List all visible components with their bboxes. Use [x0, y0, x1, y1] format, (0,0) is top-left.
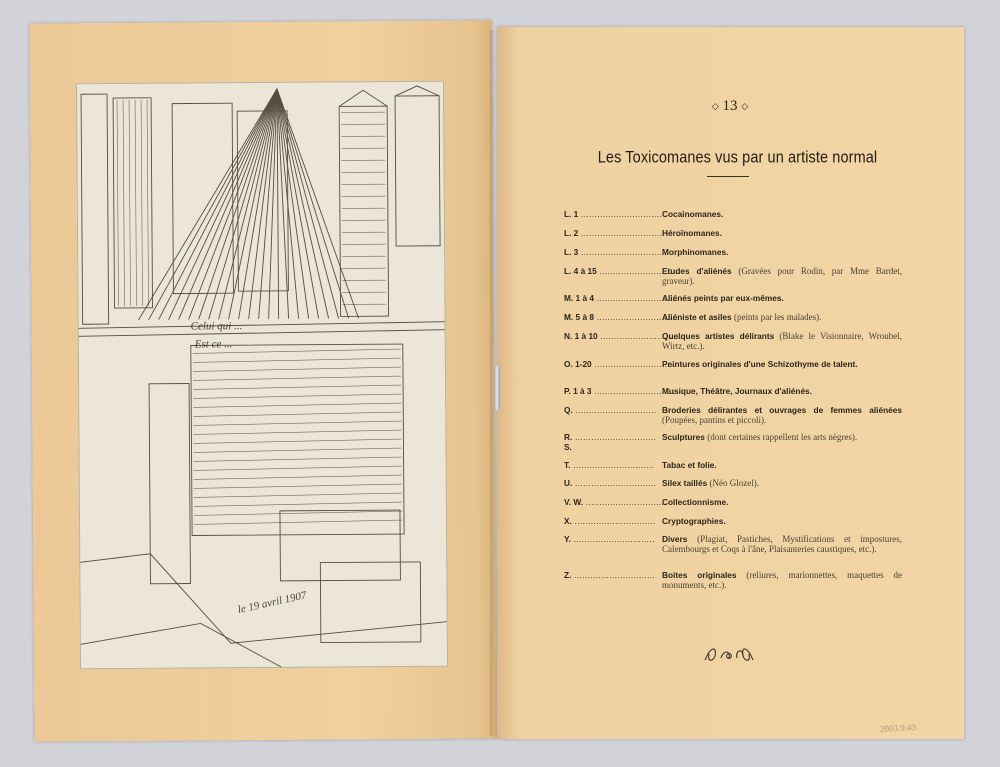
page-number	[700, 98, 760, 115]
entry-code	[564, 359, 676, 369]
entry-code-text: L. 2	[564, 228, 579, 238]
leader-dots: ..............................	[583, 497, 667, 507]
entry-code	[564, 228, 663, 238]
entry-code-text: Z.	[564, 570, 572, 580]
entry-label: Silex taillés	[662, 478, 708, 488]
right-page	[497, 27, 964, 739]
entry-code-text: L. 1	[564, 209, 579, 219]
entry-code	[564, 478, 658, 488]
leader-dots: ..............................	[591, 359, 676, 369]
inventory-mark: 2003.9.43	[879, 722, 917, 734]
entry-description	[662, 534, 902, 554]
illustration-plate	[76, 81, 448, 670]
entry-code-text: M. 1 à 4	[564, 293, 594, 303]
plate-handwriting-1: Celui qui ...	[190, 320, 243, 333]
entry-code-text: Q.	[564, 405, 573, 415]
entry-description	[662, 460, 902, 470]
entry-code-secondary: S.	[564, 442, 572, 452]
leader-dots: ..............................	[593, 312, 678, 322]
entry-code-text: T.	[564, 460, 571, 470]
leader-dots: ..............................	[578, 209, 663, 219]
leader-dots: ..............................	[572, 432, 657, 442]
leader-dots: ..............................	[571, 570, 656, 580]
entry-description	[662, 247, 902, 257]
entry-code-text: M. 5 à 8	[564, 312, 594, 322]
entry-code	[564, 293, 678, 303]
leader-dots: ..............................	[570, 534, 655, 544]
plate-handwriting-3: le 19 avril 1907	[236, 589, 308, 617]
entry-code-text: Y.	[564, 534, 571, 544]
entry-code	[564, 497, 667, 507]
entry-code-text: O. 1-20	[564, 359, 592, 369]
entry-code-text: P. 1 à 3	[564, 386, 592, 396]
plate-handwriting-2: Est ce ...	[194, 338, 233, 351]
entry-code	[564, 516, 658, 526]
entry-code	[564, 405, 658, 415]
leader-dots: ..............................	[572, 405, 657, 415]
entry-code-text: V. W.	[564, 497, 584, 507]
entry-code-text: L. 4 à 15	[564, 266, 597, 276]
entry-note: (Poupées, pantins et piccoli).	[662, 415, 767, 425]
entry-description	[662, 570, 902, 590]
entry-note: (peints par les malades).	[733, 312, 822, 322]
entry-label: Héroïnomanes.	[662, 228, 722, 238]
entry-code	[564, 247, 663, 257]
leader-dots: ..............................	[597, 331, 682, 341]
entry-label: Sculptures	[662, 432, 705, 442]
leader-dots: ..............................	[578, 228, 663, 238]
entry-description	[662, 266, 902, 286]
entry-label: Aliénés peints par eux-mêmes.	[662, 293, 784, 303]
entry-label: Broderies délirantes et ouvrages de femmes aliénées	[662, 405, 902, 415]
leader-dots: ..............................	[578, 247, 663, 257]
ornament-left-icon: ◇	[711, 101, 719, 112]
leader-dots: ..............................	[593, 293, 678, 303]
entry-label: Tabac et folie.	[662, 460, 717, 470]
entry-description	[662, 516, 902, 526]
entry-note: (Gravées pour Rodin, par Mme Bardet, graveur).	[662, 266, 902, 286]
entry-note: (Blake le Visionnaire, Wroubel, Wirtz, etc.).	[662, 331, 902, 351]
entry-code-text: R.	[564, 432, 573, 442]
ornament-right-icon: ◇	[741, 101, 749, 112]
entry-code	[564, 312, 678, 322]
entry-label: Musique, Théâtre, Journaux d'aliénés.	[662, 386, 812, 396]
entry-label: Boites originales	[662, 570, 737, 580]
entry-code	[564, 432, 658, 442]
entry-description	[662, 478, 902, 488]
entry-label: Peintures originales d'une Schizothyme de talent.	[662, 359, 858, 369]
entry-description	[662, 331, 902, 351]
entry-note: (Plagiat, Pastiches, Mystifications et impostures, Calembourgs et Coqs à l'âne, Plaisanteries caustiques, etc.).	[662, 534, 902, 554]
entry-code	[564, 460, 658, 470]
entry-code	[564, 386, 676, 396]
entry-label: Divers	[662, 534, 688, 544]
entry-description	[662, 209, 902, 219]
leader-dots: ..............................	[570, 460, 655, 470]
entry-code-text: X.	[564, 516, 572, 526]
leader-dots: ..............................	[571, 516, 656, 526]
entry-label: Cocainomanes.	[662, 209, 724, 219]
entry-description	[662, 228, 902, 238]
entry-code	[564, 534, 658, 544]
entry-description	[662, 359, 902, 369]
entry-note: (Néo Glozel).	[709, 478, 759, 488]
page-number-value: 13	[722, 98, 738, 114]
entry-note: (reliures, marionnettes, maquettes de monuments, etc.).	[662, 570, 902, 590]
entry-code-text: U.	[564, 478, 573, 488]
entry-description	[662, 293, 902, 303]
entry-code	[564, 266, 681, 276]
entry-label: Etudes d'aliénés	[662, 266, 732, 276]
entry-code-text: L. 3	[564, 247, 579, 257]
entry-description	[662, 405, 902, 425]
floral-vignette-icon	[701, 642, 757, 666]
entry-label: Quelques artistes délirants	[662, 331, 775, 341]
leader-dots: ..............................	[591, 386, 676, 396]
entry-description	[662, 497, 902, 507]
leader-dots: ..............................	[572, 478, 657, 488]
architectural-drawing	[77, 82, 447, 669]
entry-description	[662, 432, 902, 442]
leader-dots: ..............................	[596, 266, 681, 276]
entry-label: Collectionnisme.	[662, 497, 729, 507]
entry-description	[662, 312, 902, 322]
entry-code	[564, 570, 658, 580]
staple	[494, 366, 500, 410]
entry-label: Aliéniste et asiles	[662, 312, 732, 322]
entry-code-text: N. 1 à 10	[564, 331, 598, 341]
entry-code	[564, 331, 682, 341]
entry-label: Morphinomanes.	[662, 247, 729, 257]
entry-description	[662, 386, 902, 396]
page-title: Les Toxicomanes vus par un artiste normal	[597, 149, 878, 167]
title-rule	[707, 176, 749, 177]
entry-code	[564, 209, 663, 219]
entry-label: Cryptographies.	[662, 516, 726, 526]
entry-note: (dont certaines rappellent les arts nègres).	[707, 432, 858, 442]
